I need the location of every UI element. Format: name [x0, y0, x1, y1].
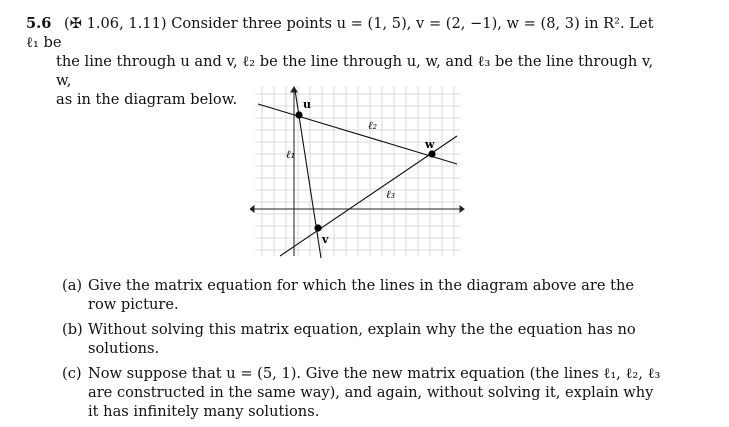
label-l3: ℓ₃	[386, 188, 395, 201]
problem-text-line-2: the line through u and v, ℓ₂ be the line through u, w, and ℓ₃ be the line through v, w,	[56, 53, 654, 89]
label-l1: ℓ₁	[286, 148, 295, 161]
point-u	[295, 111, 302, 118]
part-c-label: (c)	[62, 365, 82, 382]
point-w	[428, 150, 435, 157]
grid	[255, 86, 460, 256]
label-w: w	[425, 138, 435, 151]
problem-number: 5.6	[26, 15, 52, 32]
part-c-text: Now suppose that u = (5, 1). Give the new matrix equation (the lines ℓ₁, ℓ₂, ℓ₃ are constructed in the same way), and again, without solving it, explain why it has infinitely many solutions.	[88, 365, 661, 420]
label-l2: ℓ₂	[368, 119, 377, 132]
part-b-text: Without solving this matrix equation, explain why the the equation has no solutions.	[88, 321, 636, 357]
part-a-text: Give the matrix equation for which the lines in the diagram above are the row picture.	[88, 277, 634, 313]
part-b	[62, 320, 662, 358]
label-v: v	[322, 233, 329, 246]
question-parts	[62, 276, 662, 427]
part-a-label: (a)	[62, 277, 83, 294]
problem-line-1	[26, 14, 666, 52]
part-c	[62, 364, 662, 421]
label-u: u	[303, 98, 311, 111]
axes	[250, 87, 464, 256]
points	[295, 111, 435, 231]
point-v	[314, 224, 321, 231]
part-b-label: (b)	[62, 321, 83, 338]
problem-text-line-1: Consider three points u = (1, 5), v = (2, −1), w = (8, 3) in R². Let ℓ₁ be	[26, 15, 654, 51]
y-axis-arrow-up	[291, 87, 297, 92]
row-picture-diagram	[250, 86, 465, 261]
x-axis-arrow-right	[460, 206, 464, 212]
problem-text-line-3: as in the diagram below.	[56, 91, 238, 108]
problem-reference: (✠ 1.06, 1.11)	[64, 15, 167, 32]
lines	[258, 90, 457, 258]
part-a	[62, 276, 662, 314]
x-axis-arrow-left	[250, 206, 254, 212]
